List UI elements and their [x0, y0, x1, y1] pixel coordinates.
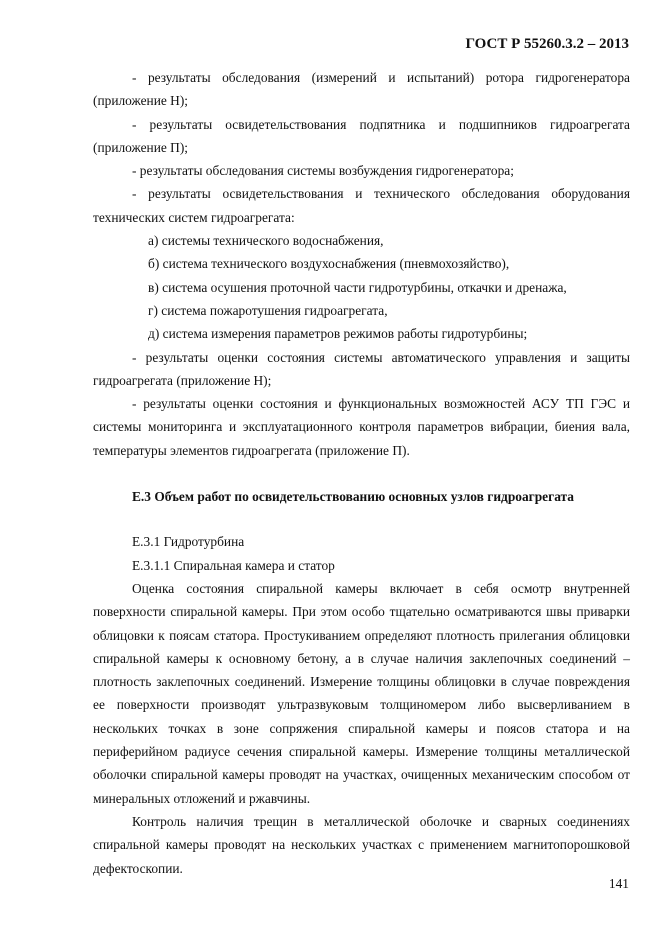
list-item: - результаты оценки состояния и функциональных возможностей АСУ ТП ГЭС и системы мониторинга и эксплуатационного контроля параметров вибрации, биения вала, температуры элементов гидроагрегата (приложение П). — [93, 396, 630, 458]
section-title: Е.3 Объем работ по освидетельствованию основных узлов гидроагрегата — [132, 489, 574, 505]
list-item: - результаты оценки состояния системы автоматического управления и защиты гидроагрегата (приложение Н); — [93, 349, 630, 388]
page-content — [93, 66, 630, 880]
sub-list-item: б) система технического воздухоснабжения (пневмохозяйство), — [148, 256, 510, 272]
page-number: 141 — [608, 876, 629, 891]
body-paragraph: Оценка состояния спиральной камеры включает в себя осмотр внутренней поверхности спиральной камеры. При этом особо тщательно осматриваются швы приварки облицовки к поясам статора. Простукиванием определяют плотность прилегания облицовки спиральной камеры к основному бетону, а в случае наличия заклепочных соединений – плотность заклепочных соединений. Измерение толщины облицовки в случае повреждения ее поверхности производят ультразвуковым толщиномером либо высверливанием в нескольких точках в зоне сопряжения спиральной камеры и поясов статора и на периферийном радиусе сечения спиральной камеры. Измерение толщины металлической оболочки спиральной камеры проводят на участках, очищенных механическим способом от минеральных отложений и ржавчины. — [93, 580, 630, 806]
sub-list-item: а) системы технического водоснабжения, — [148, 233, 384, 249]
document-header: ГОСТ Р 55260.3.2 – 2013 — [465, 36, 629, 52]
subsection-title: Е.3.1 Гидротурбина — [132, 534, 245, 550]
list-item: - результаты освидетельствования и технического обследования оборудования технических систем гидроагрегата: — [93, 186, 630, 225]
sub-list-item: г) система пожаротушения гидроагрегата, — [148, 302, 388, 318]
body-paragraph: Контроль наличия трещин в металлической оболочке и сварных соединениях спиральной камеры проводят на нескольких участках с применением магнитопорошковой дефектоскопии. — [93, 813, 630, 876]
sub-list-item: в) система осушения проточной части гидротурбины, откачки и дренажа, — [148, 279, 567, 295]
list-item: - результаты освидетельствования подпятника и подшипников гидроагрегата (приложение П); — [93, 116, 630, 155]
list-item: - результаты обследования системы возбуждения гидрогенератора; — [132, 163, 514, 179]
subsection-title: Е.3.1.1 Спиральная камера и статор — [132, 557, 335, 573]
list-item: - результаты обследования (измерений и испытаний) ротора гидрогенератора (приложение Н); — [93, 70, 630, 109]
sub-list-item: д) система измерения параметров режимов работы гидротурбины; — [148, 326, 528, 342]
